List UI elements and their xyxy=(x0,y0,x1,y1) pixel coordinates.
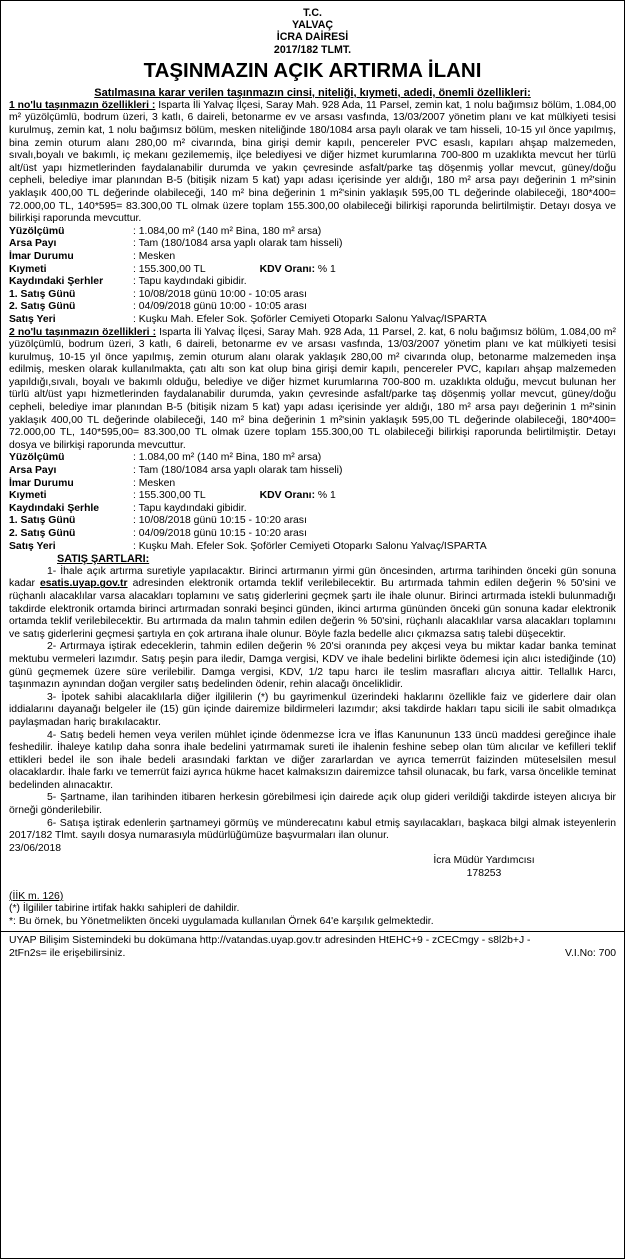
field-value: : 10/08/2018 günü 10:00 - 10:05 arası xyxy=(133,288,307,300)
header-tc: T.C. xyxy=(303,7,322,19)
property-1-fields xyxy=(9,226,616,327)
header-file-number: 2017/182 TLMT. xyxy=(273,43,352,56)
field-value: : Tapu kaydındaki gibidir. xyxy=(133,276,247,288)
field-label: Kaydındaki Şerhler xyxy=(9,276,104,288)
signature-role: İcra Müdür Yardımcısı xyxy=(433,855,535,867)
law-reference: (İİK m. 126) xyxy=(9,890,64,902)
vino-number: V.I.No: 700 xyxy=(564,948,616,959)
terms-paragraph-5: 5- Şartname, ilan tarihinden itibaren herkesin görebilmesi için dairede açık olup gideri verildiği takdirde isteyen alıcıya bir örneği gönderilebilir. xyxy=(9,792,616,817)
field-label: Satış Yeri xyxy=(9,540,56,552)
kdv-label: KDV Oranı: xyxy=(259,490,316,502)
field-value: : 04/09/2018 günü 10:00 - 10:05 arası xyxy=(133,301,307,313)
kdv-rate xyxy=(260,490,336,503)
uyap-footer xyxy=(9,935,616,960)
field-value: : 1.084,00 m² (140 m² Bina, 180 m² arsa) xyxy=(133,452,322,464)
property-1-zoning-row xyxy=(9,251,616,264)
field-value: : Tam (180/1084 arsa yaplı olarak tam hisseli) xyxy=(133,465,343,477)
field-label: Satış Yeri xyxy=(9,313,56,325)
field-label: 2. Satış Günü xyxy=(9,528,76,539)
property-1-description: Isparta İli Yalvaç İlçesi, Saray Mah. 928 Ada, 11 Parsel, zemin kat, 1 nolu bağımsız bölüm, 1.084,00 m² yüzölçümlü, bodrum üzeri, 3 katlı, 6 daireli, betonarme ev ve arsası vasfında, 13/03/2007 yönetim planı ve kat mülkiyeti tesisi kurulmuş, zemin kat, 1 nolu bağımsız bölüm, mesken niteliğinde 180/1084 arsa paylı olarak ve tam hisseli, 10-15 yıl önce yapılmış, bina zemin oturum alanı 280,00 m² civarında, bina girişi demir kapılı, pencereler PVC esaslı, kapıları ahşap malzemeden, sıvalı,boyalı ve bakımlı, iç mekanı gezilememiş, ilçe belediyesi ve diğer hizmet kurumlarına 700-800 m uzaklıkta mevcut her türlü alt/üst yapı hizmetlerinden faydalanabilir durumda ve yakın çevresinde asfalt/parke taş döşenmiş yollar mevcut, güney/doğu cepheli, belediye imar planından B-5 (bitişik nizam 5 kat) yapı adası içerisinde yer aldığı, 180 m² arsa payı değerinin 1 m²'sinin yaklaşık 400,00 TL değerinde olabileceği, 140 m² bina değerinin 1 m²'sinin yaklaşık 595,00 TL değerinde olabileceği, 180*400= 72.000,00 TL, 140*595= 83.300,00 TL olmak üzere toplam 155.300,00 olabileceği bilirkişi raporunda belirtilmiştir. Detayı dosya ve bilirkişi raporunda mevcuttur. xyxy=(9,99,617,225)
field-label: Yüzölçümü xyxy=(9,452,65,464)
field-value: : Tapu kaydındaki gibidir. xyxy=(133,502,247,514)
field-label: Arsa Payı xyxy=(9,238,57,250)
field-label: 2. Satış Günü xyxy=(9,301,76,313)
kdv-label: KDV Oranı: xyxy=(259,263,316,275)
notice-title: TAŞINMAZIN AÇIK ARTIRMA İLANI xyxy=(143,58,482,82)
notice-date: 23/06/2018 xyxy=(9,842,62,854)
header-office: İCRA DAİRESİ xyxy=(276,31,349,44)
field-label: Yüzölçümü xyxy=(9,225,65,237)
field-label: İmar Durumu xyxy=(9,250,74,262)
esatis-link[interactable]: esatis.uyap.gov.tr xyxy=(39,578,128,590)
terms-heading: SATIŞ ŞARTLARI: xyxy=(57,553,150,566)
property-1-sale-day-2-row xyxy=(9,301,616,314)
uyap-access-note: UYAP Bilişim Sistemindeki bu dokümana http://vatandas.uyap.gov.tr adresinden HtEHC+9 - zCECmgy - s8l2b+J - 2tFn2s= ile erişebilirsiniz. xyxy=(9,935,531,959)
field-value: : 155.300,00 TL xyxy=(133,263,206,275)
field-value: : Tam (180/1084 arsa yaplı olarak tam hisseli) xyxy=(133,238,343,250)
property-2-annotations-row xyxy=(9,503,616,516)
terms-p1-text-b: adresinden elektronik ortamda teklif verilebilecektir. Bu artırmada tahmin edilen değerin % 50'sini ve rüçhanlı alacaklılar varsa alacakları toplamını ve satış giderlerini geçmek şartı ile ihale olunur. Birinci artırmada istekli bulunmadığı takdirde elektronik ortamda birinci artırmadan sonraki beşinci günden, ikinci artırma gününden önceki gün sonuna kadar elektronik ortamda teklif verilebilecektir. Bu artırmada da malın tahmin edilen değerin % 50'sini, rüçhanlı alacaklılar varsa alacakları toplamını ve satış giderlerini geçmesi şartıyla en çok artırana ihale olunur. Böyle fazla bedelle alıcı çıkmazsa satış talebi düşecektir. xyxy=(9,578,616,640)
property-2-area-row xyxy=(9,452,616,465)
notice-subtitle: Satılmasına karar verilen taşınmazın cinsi, niteliği, kıymeti, adedi, önemli özellikleri: xyxy=(94,86,531,99)
field-value: : Mesken xyxy=(133,250,176,262)
field-value: : 04/09/2018 günü 10:15 - 10:20 arası xyxy=(133,528,307,539)
terms-paragraph-3: 3- İpotek sahibi alacaklılarla diğer ilgililerin (*) bu gayrimenkul üzerindeki haklarını özellikle faiz ve giderlere dair olan iddialarını dayanağı belgeler ile (15) gün içinde dairemize bildirmeleri lazımdır; aksi takdirde hakları tapu sicili ile sabit olmadıkça paylaşmadan hariç bırakılacaktır. xyxy=(9,691,616,728)
footnote-1: (*) İlgililer tabirine irtifak hakkı sahipleri de dahildir. xyxy=(9,903,240,915)
field-label: 1. Satış Günü xyxy=(9,288,76,300)
field-value: : 155.300,00 TL xyxy=(133,490,206,502)
kdv-rate xyxy=(260,264,336,277)
kdv-value: % 1 xyxy=(315,490,336,502)
field-label: Kıymeti xyxy=(9,263,47,275)
property-1-sale-place-row xyxy=(9,314,616,327)
field-value: : 1.084,00 m² (140 m² Bina, 180 m² arsa) xyxy=(133,225,322,237)
property-2-zoning-row xyxy=(9,478,616,491)
field-value: : 10/08/2018 günü 10:15 - 10:20 arası xyxy=(133,515,307,527)
property-1-share-row xyxy=(9,238,616,251)
field-label: İmar Durumu xyxy=(9,477,74,489)
footnote-2: *: Bu örnek, bu Yönetmelikten önceki uygulamada kullanılan Örnek 64'e karşılık gelmektedir. xyxy=(9,915,434,927)
signature-number: 178253 xyxy=(466,868,502,880)
terms-paragraph-6: 6- Satışa iştirak edenlerin şartnameyi görmüş ve münderecatını kabul etmiş sayılacakları, başkaca bilgi almak isteyenlerin 2017/182 Tlmt. sayılı dosya numarasıyla müdürlüğümüze başvurmaları ilan olunur. xyxy=(9,817,616,842)
terms-paragraph-1 xyxy=(9,566,616,642)
field-value: : Kuşku Mah. Efeler Sok. Şoförler Cemiyeti Otoparkı Salonu Yalvaç/ISPARTA xyxy=(133,540,487,552)
spacer xyxy=(9,881,616,891)
terms-paragraph-2: 2- Artırmaya iştirak edeceklerin, tahmin edilen değerin % 20'si oranında pey akçesi veya bu miktar kadar banka teminat mektubu vermeleri lazımdır. Satış peşin para iledir, Damga vergisi, KDV ve ihale bedelini birlikte ödemesi için alıcı istediğinde (10) günü geçmemek üzere süre verilebilir. Damga vergisi, KDV, 1/2 tapu harcı ile teslim masrafları alıcıya aittir. Tellallık Harcı, taşınmazın aynından doğan vergiler satış bedelinden ödenir, rehin alacağı önceliklidir. xyxy=(9,641,616,691)
property-1-value-row xyxy=(9,264,616,277)
terms-paragraph-4: 4- Satış bedeli hemen veya verilen mühlet içinde ödenmezse İcra ve İflas Kanununun 133 üncü maddesi gereğince ihale feshedilir. İhaleye katılıp daha sonra ihale bedelini yatırmamak sureti ile ihalenin feshine sebep olan tüm alıcılar ve kefilleri teklif ettikleri bedel ile son ihale bedeli arasındaki farktan ve diğer zararlardan ve ayrıca temerrüt faizinden müteselsilen mesul olacaklardır. İhale farkı ve temerrüt faizi ayrıca hükme hacet kalmaksızın dairemizce tahsil olunacak, bu fark, varsa öncelikle teminat bedelinden alınacaktır. xyxy=(9,729,616,791)
property-2-sale-place-row xyxy=(9,541,616,554)
footer-divider xyxy=(1,931,624,932)
field-value: : Kuşku Mah. Efeler Sok. Şoförler Cemiyeti Otoparkı Salonu Yalvaç/ISPARTA xyxy=(133,313,487,325)
field-label: Kaydındaki Şerhle xyxy=(9,502,100,514)
field-label: Arsa Payı xyxy=(9,465,57,477)
property-2-description-block xyxy=(9,327,616,453)
property-2-share-row xyxy=(9,465,616,478)
field-label: Kıymeti xyxy=(9,490,47,502)
property-2-heading: 2 no'lu taşınmazın özellikleri : xyxy=(9,326,157,338)
property-2-description: Isparta İli Yalvaç İlçesi, Saray Mah. 928 Ada, 11 Parsel, 2. kat, 6 nolu bağımsız bölüm, 1.084,00 m² yüzölçümlü, bodrum üzeri, 3 katlı, 6 daireli, betonarme ev ve arsası vasfında, 13/03/2007 yönetim planı ve kat mülkiyeti tesisi kurulmuş, 10-15 yıl önce yapılmış, zemin oturum alanı olarak yaklaşık 280,00 m² civarında olup, betonarme malzemeden inşa edilmiş, mesken olarak kullanılmakta, çatı altı son kat olup bina girişi demir kapılı, pencereler PVC, kapıları ahşap malzemeden yapıldığı,sıvalı, boyalı ve bakımlı olduğu, belediye ve diğer hizmet kurumlarına 700-800 m. uzaklıkta olduğu, mevcut bulunan her türlü alt/üst yapı hizmetlerinden faydalanabilir durumda, yakın çevresinde asfalt/parke taş döşenmiş yollar mevcut, güney/doğu cepheli, belediye imar planından B-5 (bitişik nizam 5 kat) yapı adası içerisinde yer aldığı, 180 m² arsa payı değerinin 1 m²'sinin yaklaşık 400,00 TL değerinde olabileceği, 140 m² bina değerinin 1 m²'sinin yaklaşık 595,00 TL değerinde olabileceği, 180*400= 72.000,00 TL, 140*595,00= 83.300,00 TL olmak üzere toplam 155.300,00 TL olabileceği bilirkişi raporunda belirtilmiştir. Detayı dosya ve bilirkişi raporunda mevcuttur. xyxy=(9,326,616,451)
property-1-annotations-row xyxy=(9,276,616,289)
property-1-area-row xyxy=(9,226,616,239)
property-2-value-row xyxy=(9,490,616,503)
property-1-sale-day-1-row xyxy=(9,289,616,302)
property-1-heading: 1 no'lu taşınmazın özellikleri : xyxy=(9,99,156,111)
field-label: 1. Satış Günü xyxy=(9,515,76,527)
property-2-sale-day-1-row xyxy=(9,515,616,528)
property-1-description-block xyxy=(9,100,616,226)
header-city: YALVAÇ xyxy=(291,19,333,32)
kdv-value: % 1 xyxy=(315,263,336,275)
property-2-sale-day-2-row xyxy=(9,528,616,541)
terms-p1-text-a: 1- İhale açık artırma suretiyle yapılacaktır. Birinci artırmanın yirmi gün öncesinden, artırma tarihinden önceki gün sonuna kadar xyxy=(9,565,616,590)
property-2-fields xyxy=(9,452,616,553)
field-value: : Mesken xyxy=(133,477,176,489)
